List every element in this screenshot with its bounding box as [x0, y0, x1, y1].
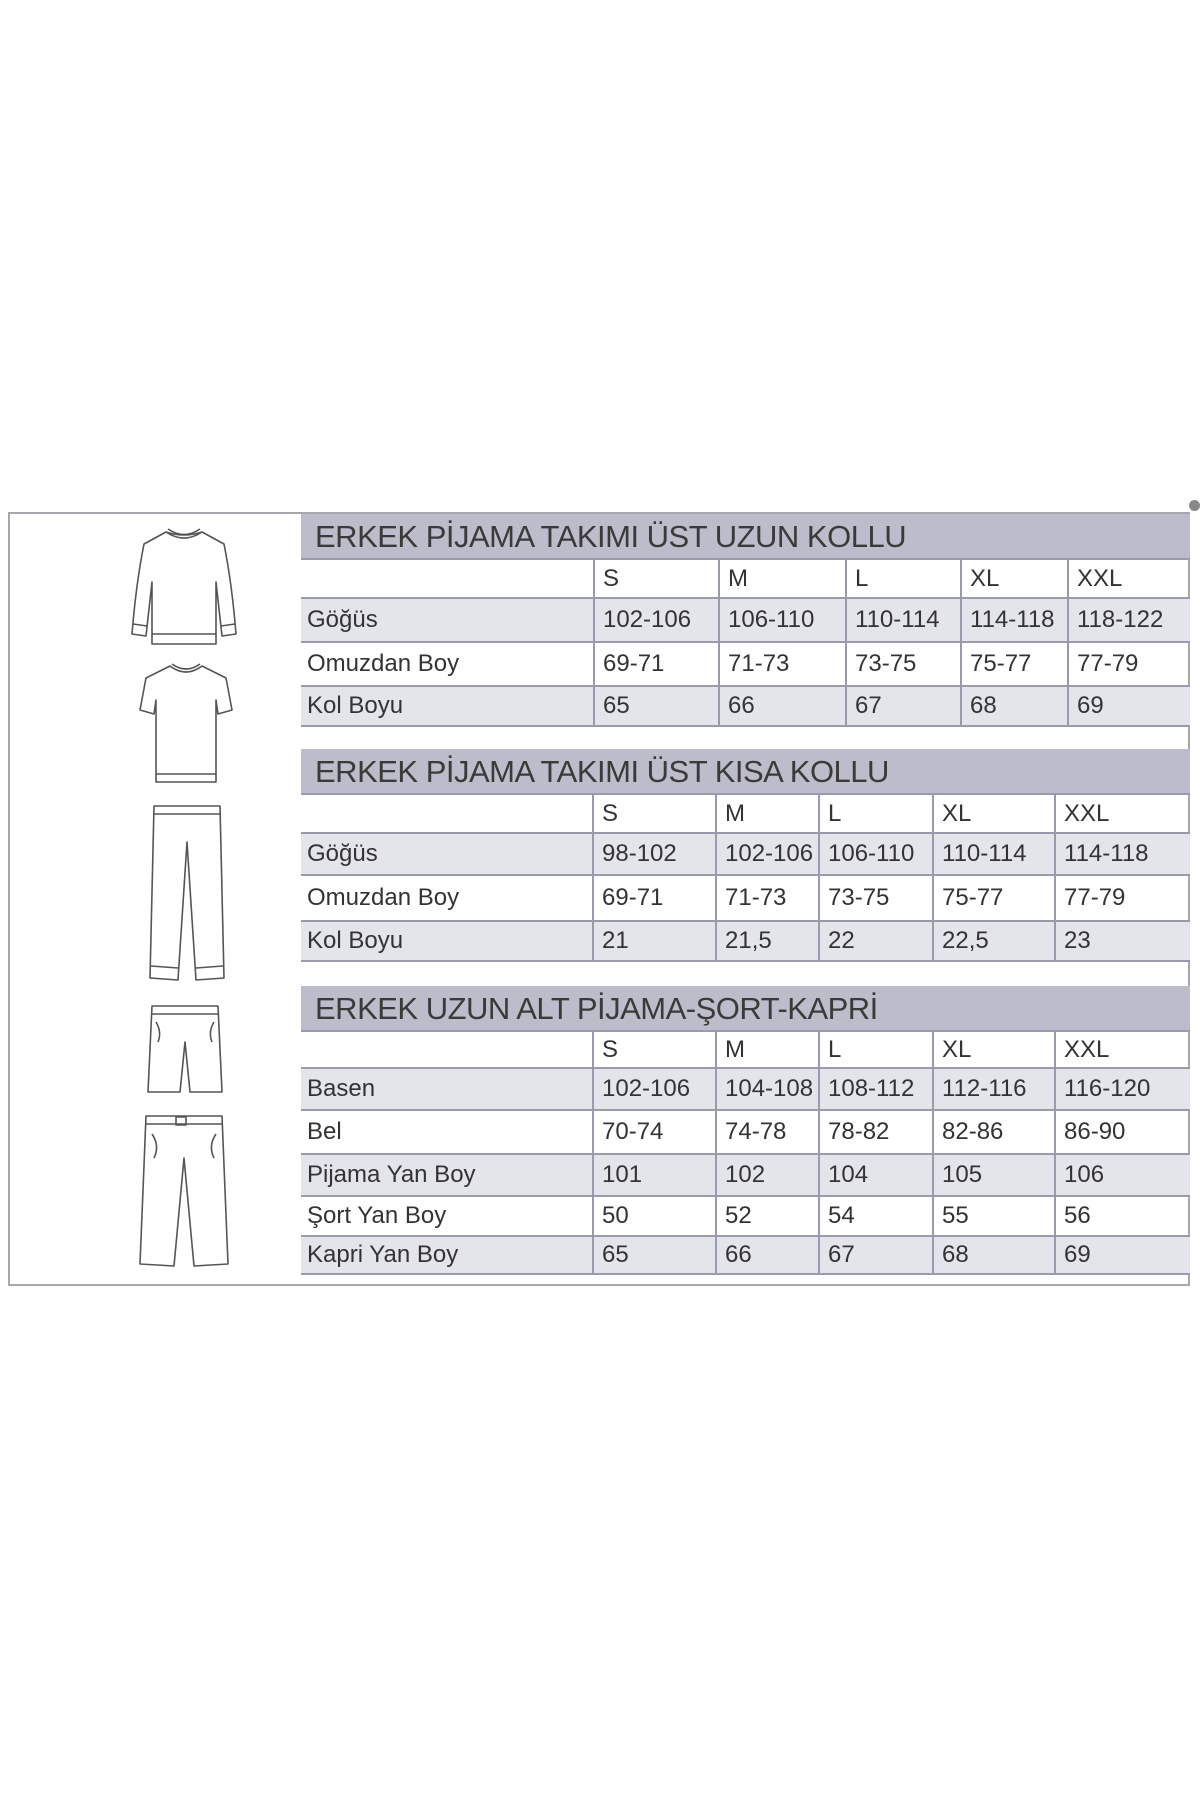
row-label: Şort Yan Boy [301, 1196, 593, 1236]
size-header-row [301, 795, 1190, 833]
header-blank [301, 1032, 593, 1068]
row-label: Pijama Yan Boy [301, 1154, 593, 1196]
header-blank [301, 560, 594, 598]
cell-value: 69-71 [593, 875, 716, 921]
cell-value: 106-110 [819, 833, 933, 875]
size-header: L [819, 1032, 933, 1068]
cell-value: 67 [846, 686, 961, 726]
cell-value: 22 [819, 921, 933, 961]
garment-illustrations [10, 514, 300, 1284]
cell-value: 104-108 [716, 1068, 819, 1110]
cell-value: 74-78 [716, 1110, 819, 1154]
cell-value: 110-114 [933, 833, 1055, 875]
cell-value: 102-106 [593, 1068, 716, 1110]
cell-value: 98-102 [593, 833, 716, 875]
cell-value: 86-90 [1055, 1110, 1190, 1154]
table-row [301, 642, 1190, 686]
size-header: L [846, 560, 961, 598]
row-label: Bel [301, 1110, 593, 1154]
cell-value: 118-122 [1068, 598, 1190, 642]
cell-value: 106-110 [719, 598, 846, 642]
long-sleeve-top-section [301, 514, 1190, 727]
header-blank [301, 795, 593, 833]
table-row [301, 1068, 1190, 1110]
section-title: ERKEK UZUN ALT PİJAMA-ŞORT-KAPRİ [301, 986, 1190, 1032]
cell-value: 114-118 [961, 598, 1068, 642]
cell-value: 78-82 [819, 1110, 933, 1154]
size-header: S [593, 795, 716, 833]
cell-value: 54 [819, 1196, 933, 1236]
row-label: Göğüs [301, 598, 594, 642]
cell-value: 65 [593, 1236, 716, 1274]
size-header: S [593, 1032, 716, 1068]
long-sleeve-top-icon [128, 524, 240, 650]
cell-value: 101 [593, 1154, 716, 1196]
cell-value: 67 [819, 1236, 933, 1274]
table-row [301, 1236, 1190, 1274]
table-row [301, 1154, 1190, 1196]
short-sleeve-top-icon [138, 660, 234, 788]
short-sleeve-top-section [301, 749, 1190, 962]
row-label: Omuzdan Boy [301, 642, 594, 686]
row-label: Kapri Yan Boy [301, 1236, 593, 1274]
long-pants-icon [146, 802, 228, 988]
cell-value: 21 [593, 921, 716, 961]
row-label: Göğüs [301, 833, 593, 875]
cell-value: 114-118 [1055, 833, 1190, 875]
table-row [301, 686, 1190, 726]
size-table [301, 795, 1190, 962]
cell-value: 21,5 [716, 921, 819, 961]
cell-value: 73-75 [846, 642, 961, 686]
cell-value: 69-71 [594, 642, 719, 686]
cell-value: 66 [719, 686, 846, 726]
cell-value: 102 [716, 1154, 819, 1196]
size-header: XL [933, 1032, 1055, 1068]
size-table [301, 560, 1190, 727]
size-header: M [716, 1032, 819, 1068]
table-row [301, 1196, 1190, 1236]
cell-value: 116-120 [1055, 1068, 1190, 1110]
table-row [301, 1110, 1190, 1154]
cell-value: 22,5 [933, 921, 1055, 961]
section-title: ERKEK PİJAMA TAKIMI ÜST KISA KOLLU [301, 749, 1190, 795]
size-header: XL [961, 560, 1068, 598]
table-row [301, 598, 1190, 642]
cell-value: 66 [716, 1236, 819, 1274]
cell-value: 69 [1055, 1236, 1190, 1274]
cell-value: 52 [716, 1196, 819, 1236]
cell-value: 75-77 [933, 875, 1055, 921]
size-header-row [301, 1032, 1190, 1068]
row-label: Basen [301, 1068, 593, 1110]
size-header: S [594, 560, 719, 598]
cell-value: 55 [933, 1196, 1055, 1236]
cell-value: 105 [933, 1154, 1055, 1196]
cell-value: 77-79 [1068, 642, 1190, 686]
cell-value: 106 [1055, 1154, 1190, 1196]
size-header: M [719, 560, 846, 598]
cell-value: 77-79 [1055, 875, 1190, 921]
cell-value: 68 [961, 686, 1068, 726]
cell-value: 69 [1068, 686, 1190, 726]
cell-value: 75-77 [961, 642, 1068, 686]
cell-value: 73-75 [819, 875, 933, 921]
capri-pants-icon [136, 1112, 232, 1272]
cell-value: 50 [593, 1196, 716, 1236]
size-table [301, 1032, 1190, 1275]
cell-value: 71-73 [719, 642, 846, 686]
size-chart [8, 512, 1190, 1286]
size-header: M [716, 795, 819, 833]
cell-value: 112-116 [933, 1068, 1055, 1110]
row-label: Kol Boyu [301, 686, 594, 726]
cell-value: 102-106 [716, 833, 819, 875]
bottoms-section [301, 986, 1190, 1275]
cell-value: 56 [1055, 1196, 1190, 1236]
row-label: Omuzdan Boy [301, 875, 593, 921]
cell-value: 65 [594, 686, 719, 726]
cell-value: 82-86 [933, 1110, 1055, 1154]
size-header: L [819, 795, 933, 833]
row-label: Kol Boyu [301, 921, 593, 961]
table-row [301, 833, 1190, 875]
cell-value: 71-73 [716, 875, 819, 921]
cell-value: 23 [1055, 921, 1190, 961]
cell-value: 68 [933, 1236, 1055, 1274]
size-header: XXL [1068, 560, 1190, 598]
corner-mark [1189, 500, 1200, 511]
cell-value: 110-114 [846, 598, 961, 642]
size-header: XL [933, 795, 1055, 833]
size-header: XXL [1055, 795, 1190, 833]
size-header: XXL [1055, 1032, 1190, 1068]
size-header-row [301, 560, 1190, 598]
shorts-icon [146, 1002, 224, 1098]
cell-value: 70-74 [593, 1110, 716, 1154]
cell-value: 102-106 [594, 598, 719, 642]
cell-value: 108-112 [819, 1068, 933, 1110]
cell-value: 104 [819, 1154, 933, 1196]
table-row [301, 875, 1190, 921]
section-title: ERKEK PİJAMA TAKIMI ÜST UZUN KOLLU [301, 514, 1190, 560]
table-row [301, 921, 1190, 961]
